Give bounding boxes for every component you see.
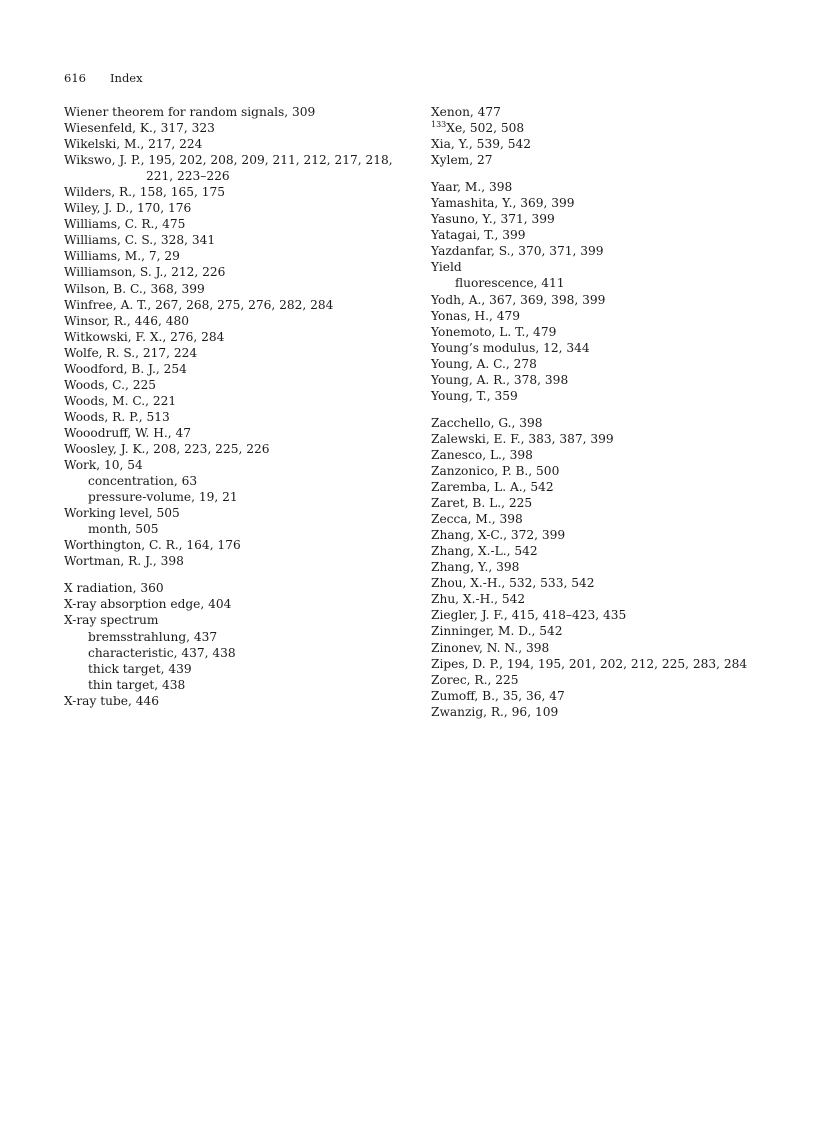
- index-entry: [64, 553, 434, 569]
- index-entry: [431, 559, 801, 575]
- index-entry: [64, 345, 434, 361]
- entry-text: Xia, Y., 539, 542: [431, 137, 531, 152]
- index-entry: [431, 688, 801, 704]
- entry-text: Witkowski, F. X., 276, 284: [64, 329, 225, 344]
- index-entry: [431, 672, 801, 688]
- entry-text: characteristic, 437, 438: [88, 645, 236, 660]
- page-number: 616: [64, 71, 86, 85]
- entry-text: Yazdanfar, S., 370, 371, 399: [431, 244, 604, 259]
- index-entry: [431, 136, 801, 152]
- index-subentry: [64, 473, 434, 489]
- entry-text: Work, 10, 54: [64, 458, 143, 473]
- index-entry: [64, 457, 434, 473]
- entry-text: Young, T., 359: [431, 388, 518, 403]
- entry-text: 221, 223–226: [146, 169, 230, 184]
- index-entry: [431, 211, 801, 227]
- index-entry: [64, 264, 434, 280]
- entry-text: Williams, C. S., 328, 341: [64, 233, 216, 248]
- entry-text: Yaar, M., 398: [431, 180, 513, 195]
- entry-text: Zecca, M., 398: [431, 512, 523, 527]
- entry-text: thin target, 438: [88, 677, 186, 692]
- entry-text: Yield: [431, 260, 462, 275]
- entry-text: X radiation, 360: [64, 581, 164, 596]
- entry-text: X-ray absorption edge, 404: [64, 597, 232, 612]
- entry-text: Woodford, B. J., 254: [64, 361, 187, 376]
- entry-text: Zanzonico, P. B., 500: [431, 463, 560, 478]
- index-entry: [431, 607, 801, 623]
- index-entry: [431, 292, 801, 308]
- entry-text: Yatagai, T., 399: [431, 228, 526, 243]
- index-entry: [431, 447, 801, 463]
- index-entry: [64, 537, 434, 553]
- index-entry: [431, 623, 801, 639]
- entry-text: Woods, M. C., 221: [64, 393, 177, 408]
- entry-text: Wilson, B. C., 368, 399: [64, 281, 205, 296]
- index-entry: [431, 415, 801, 431]
- index-entry: [431, 640, 801, 656]
- index-entry: [431, 575, 801, 591]
- index-entry: [64, 425, 434, 441]
- entry-text: Woods, R. P., 513: [64, 409, 170, 424]
- entry-text: Yodh, A., 367, 369, 398, 399: [431, 292, 606, 307]
- entry-text: Zaret, B. L., 225: [431, 496, 533, 511]
- entry-text: X-ray tube, 446: [64, 693, 159, 708]
- index-entry: [64, 281, 434, 297]
- entry-text: Young, A. C., 278: [431, 356, 537, 371]
- index-entry: [431, 388, 801, 404]
- index-entry: [64, 297, 434, 313]
- index-entry: [431, 324, 801, 340]
- entry-text: Wiesenfeld, K., 317, 323: [64, 121, 215, 136]
- entry-text: Williams, M., 7, 29: [64, 249, 180, 264]
- entry-text: Zaremba, L. A., 542: [431, 480, 554, 495]
- entry-text: Wikswo, J. P., 195, 202, 208, 209, 211, 212, 217, 218,: [64, 153, 393, 168]
- entry-text: Wooodruff, W. H., 47: [64, 425, 192, 440]
- entry-text: Zwanzig, R., 96, 109: [431, 704, 559, 719]
- index-entry: [64, 232, 434, 248]
- entry-text: Winfree, A. T., 267, 268, 275, 276, 282, 284: [64, 297, 334, 312]
- entry-text: Yasuno, Y., 371, 399: [431, 212, 555, 227]
- index-entry: [431, 308, 801, 324]
- index-entry: [64, 693, 434, 709]
- entry-text: Zalewski, E. F., 383, 387, 399: [431, 431, 614, 446]
- entry-text: fluorescence, 411: [455, 276, 565, 291]
- index-entry: [64, 393, 434, 409]
- index-entry: [431, 259, 801, 275]
- index-entry: [431, 511, 801, 527]
- entry-text: Zinninger, M. D., 542: [431, 624, 563, 639]
- index-entry: [431, 479, 801, 495]
- entry-text: Wilders, R., 158, 165, 175: [64, 185, 226, 200]
- index-entry: [431, 463, 801, 479]
- entry-text: Young’s modulus, 12, 344: [431, 340, 590, 355]
- index-entry: [64, 361, 434, 377]
- index-entry-continuation: [64, 168, 434, 184]
- index-subentry: [431, 275, 801, 291]
- entry-text: Xenon, 477: [431, 105, 501, 119]
- entry-text: month, 505: [88, 522, 159, 537]
- entry-text: Woods, C., 225: [64, 377, 156, 392]
- index-entry: [64, 313, 434, 329]
- index-subentry: [64, 661, 434, 677]
- index-entry: [64, 612, 434, 628]
- entry-text: Wikelski, M., 217, 224: [64, 137, 203, 152]
- entry-text: Zhang, Y., 398: [431, 560, 520, 575]
- index-entry: [64, 136, 434, 152]
- index-subentry: [64, 677, 434, 693]
- index-entry: [431, 495, 801, 511]
- entry-text: Zhang, X-C., 372, 399: [431, 528, 566, 543]
- entry-text: Winsor, R., 446, 480: [64, 313, 189, 328]
- index-entry: [431, 372, 801, 388]
- entry-text: concentration, 63: [88, 474, 198, 489]
- entry-text: Wiener theorem for random signals, 309: [64, 105, 316, 119]
- entry-text: Wolfe, R. S., 217, 224: [64, 345, 198, 360]
- entry-text: Yonas, H., 479: [431, 308, 520, 323]
- entry-text: Williamson, S. J., 212, 226: [64, 265, 226, 280]
- index-entry: [64, 120, 434, 136]
- index-entry: [431, 656, 801, 672]
- isotope-superscript: 133: [431, 120, 447, 130]
- index-entry: [64, 409, 434, 425]
- index-column-right: [431, 104, 801, 720]
- index-entry: [431, 543, 801, 559]
- index-entry: [64, 441, 434, 457]
- index-entry: [64, 152, 434, 168]
- entry-text: Xylem, 27: [431, 153, 493, 168]
- entry-text: Wiley, J. D., 170, 176: [64, 201, 192, 216]
- index-subentry: [64, 489, 434, 505]
- entry-text: bremsstrahlung, 437: [88, 629, 218, 644]
- index-entry: [64, 104, 434, 120]
- entry-text: Zinonev, N. N., 398: [431, 640, 550, 655]
- index-entry: [64, 377, 434, 393]
- entry-text: Zorec, R., 225: [431, 672, 519, 687]
- index-entry: [431, 243, 801, 259]
- entry-text: Zumoff, B., 35, 36, 47: [431, 688, 565, 703]
- index-entry: [431, 179, 801, 195]
- index-subentry: [64, 521, 434, 537]
- entry-text: Xe, 502, 508: [446, 121, 525, 136]
- index-entry: [431, 227, 801, 243]
- entry-text: Working level, 505: [64, 506, 180, 521]
- index-entry: [431, 704, 801, 720]
- entry-text: Wortman, R. J., 398: [64, 554, 184, 569]
- index-entry: [431, 591, 801, 607]
- index-entry: [64, 596, 434, 612]
- index-entry: [431, 356, 801, 372]
- index-entry: [431, 527, 801, 543]
- index-entry: [431, 104, 801, 120]
- entry-text: Ziegler, J. F., 415, 418–423, 435: [431, 608, 627, 623]
- entry-text: Zhu, X.-H., 542: [431, 592, 526, 607]
- index-entry: [431, 195, 801, 211]
- index-subentry: [64, 645, 434, 661]
- entry-text: Worthington, C. R., 164, 176: [64, 538, 241, 553]
- index-entry: [431, 340, 801, 356]
- index-entry: [431, 120, 801, 136]
- index-entry: [64, 200, 434, 216]
- entry-text: Zacchello, G., 398: [431, 415, 543, 430]
- entry-text: Young, A. R., 378, 398: [431, 372, 569, 387]
- entry-text: Yamashita, Y., 369, 399: [431, 196, 575, 211]
- index-subentry: [64, 629, 434, 645]
- entry-text: X-ray spectrum: [64, 613, 159, 628]
- index-entry: [64, 580, 434, 596]
- index-entry: [64, 216, 434, 232]
- running-title: Index: [110, 71, 143, 85]
- index-entry: [64, 184, 434, 200]
- index-entry: [431, 431, 801, 447]
- entry-text: Zanesco, L., 398: [431, 447, 533, 462]
- index-entry: [64, 248, 434, 264]
- index-column-left: [64, 104, 434, 709]
- entry-text: Zhou, X.-H., 532, 533, 542: [431, 576, 595, 591]
- entry-text: Yonemoto, L. T., 479: [431, 324, 557, 339]
- running-header: [64, 71, 143, 85]
- index-entry: [64, 329, 434, 345]
- entry-text: Williams, C. R., 475: [64, 217, 186, 232]
- index-entry: [431, 152, 801, 168]
- entry-text: Woosley, J. K., 208, 223, 225, 226: [64, 441, 270, 456]
- index-entry: [64, 505, 434, 521]
- entry-text: thick target, 439: [88, 661, 192, 676]
- entry-text: pressure-volume, 19, 21: [88, 490, 238, 505]
- entry-text: Zipes, D. P., 194, 195, 201, 202, 212, 225, 283, 284: [431, 656, 748, 671]
- entry-text: Zhang, X.-L., 542: [431, 544, 538, 559]
